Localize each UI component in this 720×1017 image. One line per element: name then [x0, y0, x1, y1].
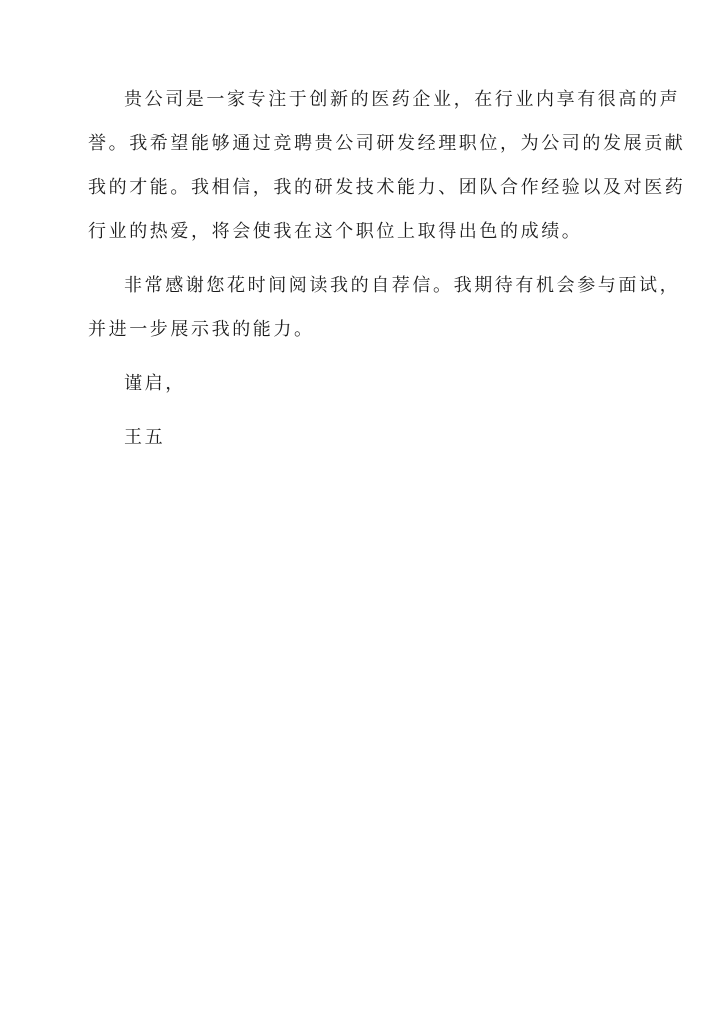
paragraph-1-line-3: 我的才能。我相信，我的研发技术能力、团队合作经验以及对医药 — [88, 177, 686, 198]
paragraph-1-line-1: 贵公司是一家专注于创新的医药企业，在行业内享有很高的声 — [124, 89, 681, 110]
closing-text: 谨启， — [124, 373, 186, 394]
paragraph-2-line-2: 并进一步展示我的能力。 — [88, 319, 315, 340]
paragraph-2-line-1: 非常感谢您花时间阅读我的自荐信。我期待有机会参与面试， — [124, 275, 681, 296]
signature: 王五 — [124, 427, 166, 448]
paragraph-1-line-2: 誉。我希望能够通过竞聘贵公司研发经理职位，为公司的发展贡献 — [88, 133, 686, 154]
paragraph-1-line-4: 行业的热爱，将会使我在这个职位上取得出色的成绩。 — [88, 221, 583, 242]
